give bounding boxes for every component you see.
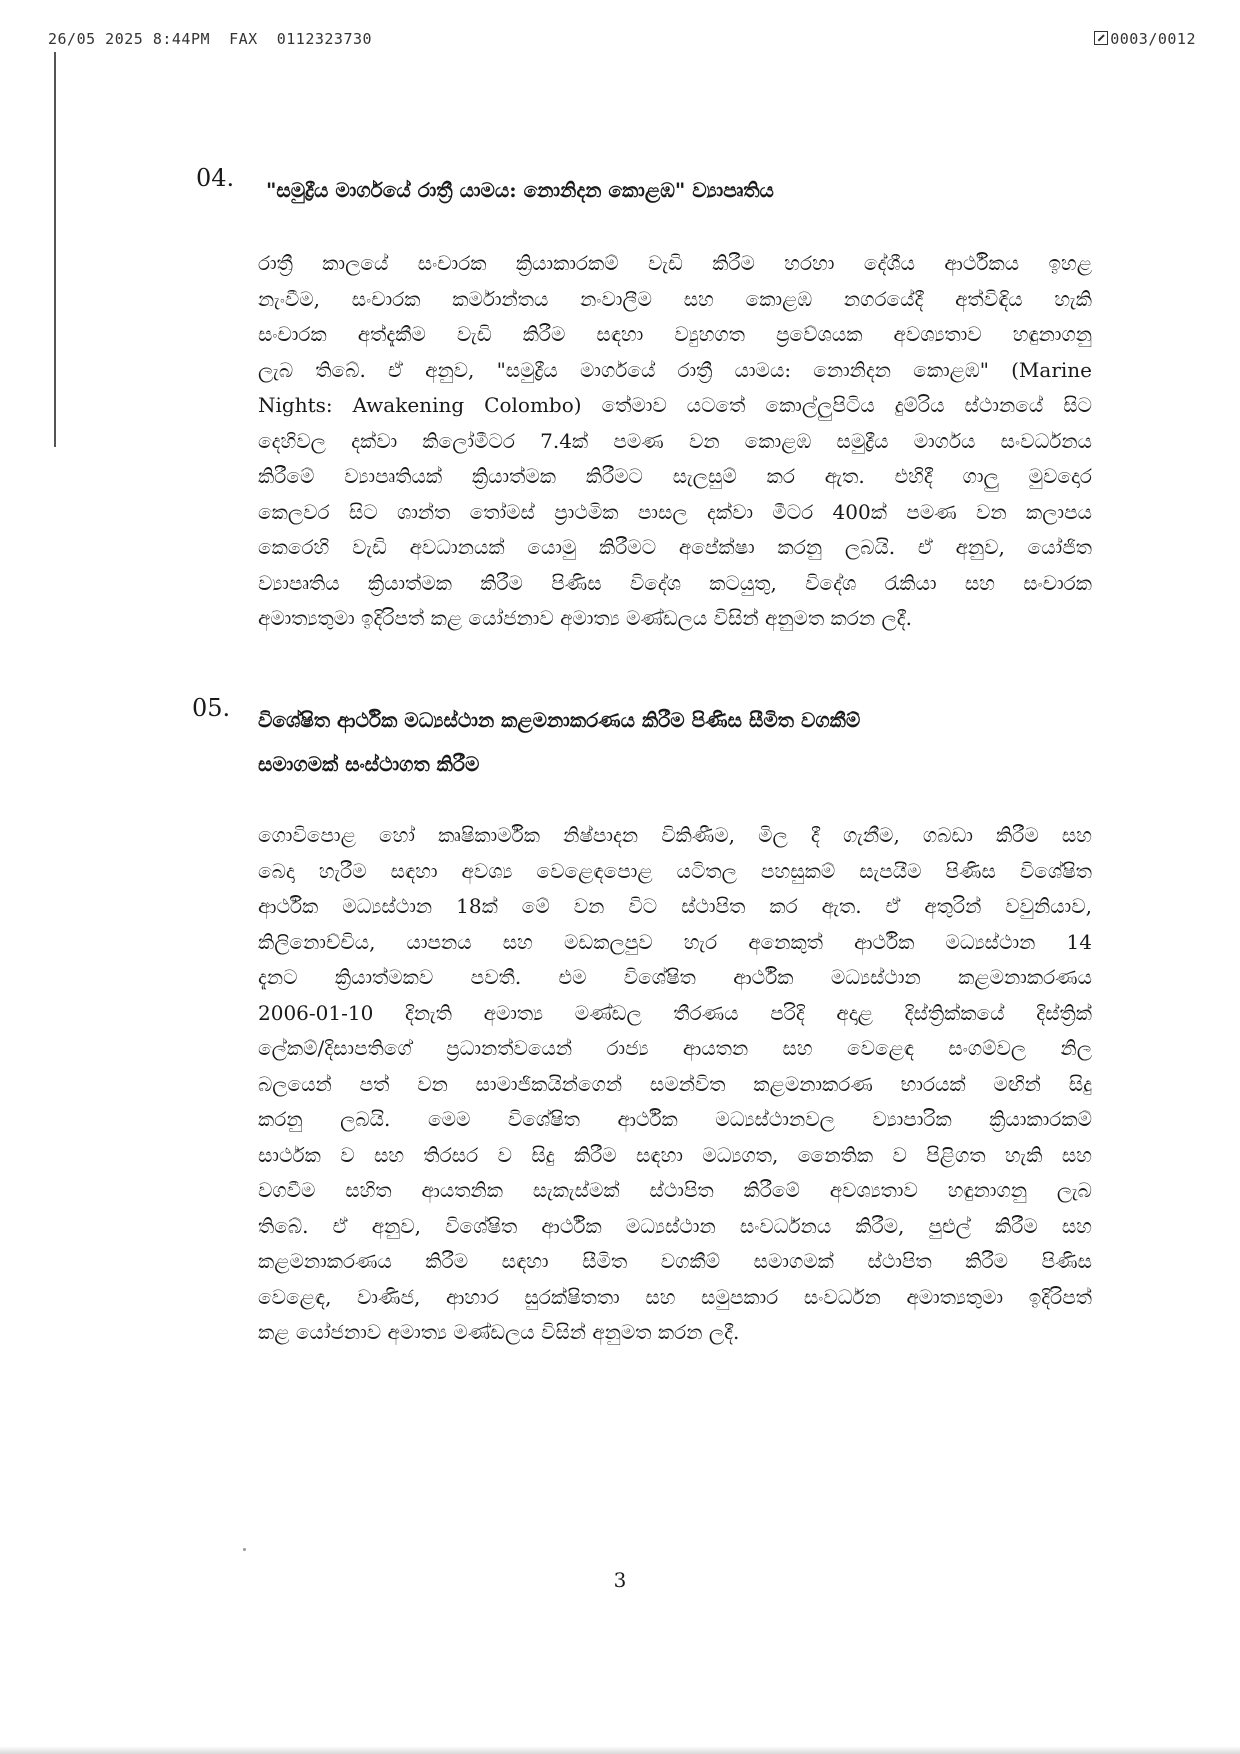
paragraph-line: කෙරෙහි වැඩි අවධානයක් යොමු කිරීමට අපේක්ෂා කරනු ලබයි. ඒ අනුව, යෝජිත bbox=[258, 535, 1092, 559]
paragraph-line: දැනට ක්‍රියාත්මකව පවතී. එම විශේෂිත ආර්ථික මධ්‍යස්ථාන කළමනාකරණය bbox=[258, 965, 1092, 989]
item-04-title bbox=[266, 168, 1136, 212]
paragraph-line: ලේකම්/දිසාපතිගේ ප්‍රධානත්වයෙන් රාජ්‍ය ආයතන සහ වෙළෙඳ සංගම්වල නිල bbox=[258, 1036, 1092, 1060]
paragraph-line: 2006-01-10 දිනැති අමාත්‍ය මණ්ඩල තීරණය පරිදි අදාළ දිස්ත්‍රික්කයේ දිස්ත්‍රික් bbox=[258, 1000, 1092, 1025]
paragraph-line: සාර්ථක ව සහ තිරසර ව සිදු කිරීම සඳහා මධ්‍යගත, නෛතික ව පිළිගත හැකි සහ bbox=[258, 1142, 1092, 1167]
item-04-number: 04. bbox=[196, 164, 235, 192]
paragraph-line: රාත්‍රී කාලයේ සංචාරක ක්‍රියාකාරකම් වැඩි කිරීම හරහා දේශීය ආර්ථිකය ඉහළ bbox=[258, 251, 1092, 275]
paragraph-line: ගොවිපොළ හෝ කෘෂිකාර්මික නිෂ්පාදන විකිණීම, මිල දී ගැනීම, ගබඩා කිරීම සහ bbox=[258, 823, 1092, 847]
paragraph-line: වෙළෙඳ, වාණිජ, ආහාර සුරක්ෂිතතා සහ සමුපකාර සංවර්ධන අමාත්‍යතුමා ඉදිරිපත් bbox=[258, 1284, 1092, 1309]
item-05-title-line: සමාගමක් සංස්ථාගත කිරීම bbox=[258, 752, 480, 776]
fax-page-counter bbox=[1094, 30, 1196, 48]
paragraph-line: බෙදා හැරීම සඳහා අවශ්‍ය වෙළෙඳපොළ යටිතල පහසුකම් සැපයීම පිණිස විශේෂිත bbox=[258, 858, 1092, 883]
paragraph-line: කිරීමේ ව්‍යාපෘතියක් ක්‍රියාත්මක කිරීමට සැලසුම් කර ඇත. එහිදී ගාලු මුවදොර bbox=[258, 464, 1092, 488]
paragraph-line: කෙලවර සිට ශාන්ත තෝමස් ප්‍රාථමික පාසල දක්වා මීටර 400ක් පමණ වන කලාපය bbox=[258, 499, 1092, 524]
item-05-title bbox=[258, 698, 1128, 786]
paragraph-line: කළ යෝජනාව අමාත්‍ය මණ්ඩලය විසින් අනුමත කරන ලදී. bbox=[258, 1320, 740, 1344]
fax-transmission-line: 26/05 2025 8:44PM FAX 0112323730 bbox=[48, 30, 373, 48]
paragraph-line: ආර්ථික මධ්‍යස්ථාන 18ක් මේ වන විට ස්ථාපිත කර ඇත. ඒ අතුරින් වවුනියාව, bbox=[258, 894, 1092, 918]
paragraph-line: තිබේ. ඒ අනුව, විශේෂිත ආර්ථික මධ්‍යස්ථාන සංවර්ධනය කිරීම, පුළුල් කිරීම සහ bbox=[258, 1213, 1092, 1238]
paragraph-line: සංචාරක අත්දැකීම වැඩි කිරීම සඳහා ව්‍යුහගත ප්‍රවේශයක අවශ්‍යතාව හඳුනාගනු bbox=[258, 322, 1092, 346]
fax-page-count: 0003/0012 bbox=[1110, 30, 1196, 48]
item-05-number: 05. bbox=[192, 694, 231, 722]
scan-margin-line bbox=[54, 52, 56, 447]
item-04-title-line: "සමුද්‍රීය මාර්ගයේ රාත්‍රී යාමය: නොනිදන කොළඹ" ව්‍යාපෘතිය bbox=[266, 178, 774, 202]
paragraph-line: කරනු ලබයි. මෙම විශේෂිත ආර්ථික මධ්‍යස්ථානවල ව්‍යාපාරික ක්‍රියාකාරකම් bbox=[258, 1107, 1092, 1131]
checkbox-icon bbox=[1094, 31, 1108, 45]
paragraph-line: Nights: Awakening Colombo) තේමාව යටතේ කොල්ලුපිටිය දුම්රිය ස්ථානයේ සිට bbox=[258, 393, 1092, 417]
scan-bottom-edge bbox=[0, 1746, 1240, 1754]
item-05-paragraph bbox=[258, 818, 1092, 1351]
page-number: 3 bbox=[613, 1568, 627, 1592]
paragraph-line: ව්‍යාපෘතිය ක්‍රියාත්මක කිරීම පිණිස විදේශ කටයුතු, විදේශ රැකියා සහ සංචාරක bbox=[258, 570, 1092, 595]
paragraph-line: ලැබ තිබේ. ඒ අනුව, "සමුද්‍රීය මාර්ගයේ රාත්‍රී යාමය: නොනිදන කොළඹ" (Marine bbox=[258, 357, 1092, 382]
paragraph-line: නැංවීම, සංචාරක කර්මාන්තය නංවාලීම සහ කොළඹ නගරයේදී අත්විඳිය හැකි bbox=[258, 286, 1092, 311]
paragraph-line: අමාත්‍යතුමා ඉදිරිපත් කළ යෝජනාව අමාත්‍ය මණ්ඩලය විසින් අනුමත කරන ලදී. bbox=[258, 606, 912, 630]
paragraph-line: දෙහිවල දක්වා කිලෝමීටර 7.4ක් පමණ වන කොළඹ සමුද්‍රීය මාර්ගය සංවර්ධනය bbox=[258, 428, 1092, 453]
scan-speck bbox=[243, 1548, 246, 1551]
fax-header bbox=[48, 30, 1196, 50]
paragraph-line: බලයෙන් පත් වන සාමාජිකයින්ගෙන් සමන්විත කළමනාකරණ භාරයක් මඟින් සිදු bbox=[258, 1071, 1092, 1096]
paragraph-line: කිලිනොච්චිය, යාපනය සහ මඩකලපුව හැර අනෙකුත් ආර්ථික මධ්‍යස්ථාන 14 bbox=[258, 929, 1092, 954]
paragraph-line: වගවීම සහිත ආයතනික සැකැස්මක් ස්ථාපිත කිරීමේ අවශ්‍යතාව හඳුනාගනු ලැබ bbox=[258, 1178, 1092, 1202]
item-05-title-line: විශේෂිත ආර්ථික මධ්‍යස්ථාන කළමනාකරණය කිරීම පිණිස සීමිත වගකීම් bbox=[258, 708, 861, 732]
paragraph-line: කළමනාකරණය කිරීම සඳහා සීමිත වගකීම් සමාගමක් ස්ථාපිත කිරීම පිණිස bbox=[258, 1249, 1092, 1273]
item-04-paragraph bbox=[258, 246, 1092, 637]
